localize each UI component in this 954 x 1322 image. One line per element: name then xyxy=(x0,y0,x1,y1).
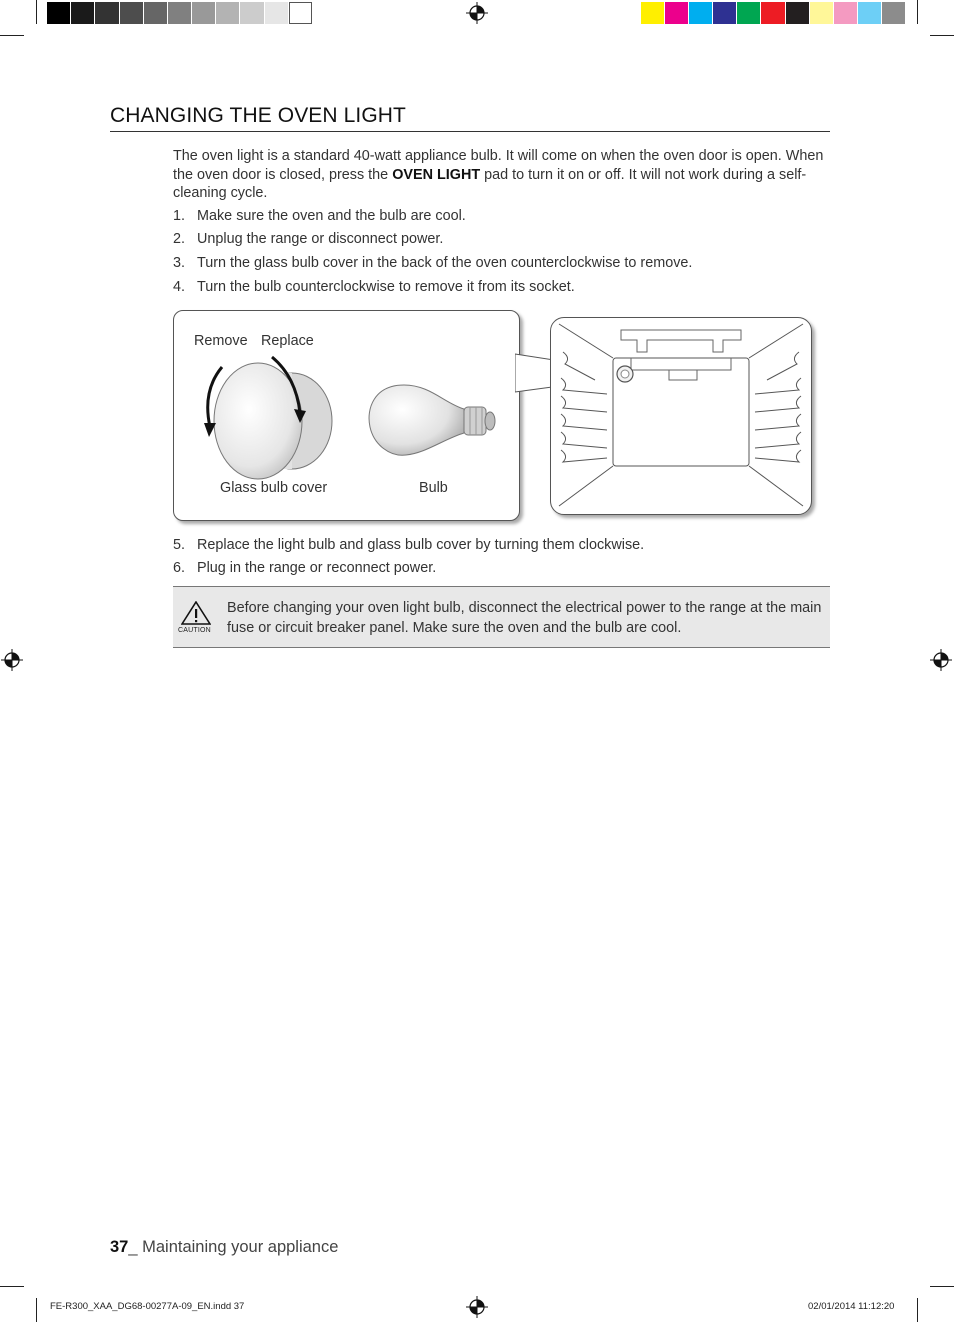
color-swatch xyxy=(95,2,118,24)
step-number: 6. xyxy=(173,560,186,576)
step-number: 4. xyxy=(173,279,186,295)
step-text: Unplug the range or disconnect power. xyxy=(197,231,444,247)
step-text: Make sure the oven and the bulb are cool. xyxy=(197,208,466,224)
color-swatch xyxy=(761,2,784,24)
slug-filename: FE-R300_XAA_DG68-00277A-09_EN.indd 37 xyxy=(50,1301,245,1312)
page-footer xyxy=(110,1238,338,1257)
remove-label: Remove xyxy=(194,333,248,349)
color-swatch xyxy=(665,2,688,24)
step-number: 3. xyxy=(173,255,186,271)
step-text: Plug in the range or reconnect power. xyxy=(197,560,437,576)
crop-mark xyxy=(917,1298,918,1322)
color-swatch xyxy=(71,2,94,24)
list-item xyxy=(173,537,644,553)
oven-interior-icon xyxy=(551,318,811,514)
light-bulb-icon xyxy=(364,379,504,469)
color-swatch xyxy=(289,2,312,24)
glass-bulb-cover-icon xyxy=(200,351,340,481)
intro-bold-term: OVEN LIGHT xyxy=(392,166,481,183)
warning-triangle-icon xyxy=(181,601,211,625)
color-swatch xyxy=(737,2,760,24)
section-title: CHANGING THE OVEN LIGHT xyxy=(110,104,406,127)
list-item xyxy=(173,560,436,576)
intro-text-end: pad to turn it on or off. It will not work during a self-cleaning cycle. xyxy=(173,166,807,201)
crop-mark xyxy=(917,0,918,24)
oven-interior-panel xyxy=(550,317,812,515)
color-swatch xyxy=(834,2,857,24)
step-number: 2. xyxy=(173,231,186,247)
color-calibration-bar xyxy=(641,2,906,24)
footer-section-name: _ Maintaining your appliance xyxy=(128,1238,339,1256)
color-swatch xyxy=(144,2,167,24)
step-text: Turn the glass bulb cover in the back of the oven counterclockwise to remove. xyxy=(197,255,693,271)
intro-text-start: The oven light is a standard 40-watt appliance bulb. It will come on when the oven door is open. When the oven door is closed, press the xyxy=(173,148,824,183)
list-item xyxy=(173,231,443,247)
color-swatch xyxy=(120,2,143,24)
registration-mark-icon xyxy=(1,649,23,671)
replace-label: Replace xyxy=(261,333,314,349)
color-swatch xyxy=(882,2,905,24)
crop-mark xyxy=(0,35,24,36)
title-underline xyxy=(110,131,830,132)
intro-paragraph xyxy=(173,147,833,203)
color-swatch xyxy=(713,2,736,24)
color-swatch xyxy=(168,2,191,24)
step-number: 1. xyxy=(173,208,186,224)
color-swatch xyxy=(265,2,288,24)
registration-mark-icon xyxy=(466,2,488,24)
slug-datetime: 02/01/2014 11:12:20 xyxy=(808,1301,895,1312)
color-swatch xyxy=(810,2,833,24)
step-text: Replace the light bulb and glass bulb cover by turning them clockwise. xyxy=(197,537,645,553)
step-text: Turn the bulb counterclockwise to remove it from its socket. xyxy=(197,279,575,295)
step-number: 5. xyxy=(173,537,186,553)
color-swatch xyxy=(47,2,70,24)
color-swatch xyxy=(858,2,881,24)
color-swatch xyxy=(192,2,215,24)
color-swatch xyxy=(786,2,809,24)
glass-bulb-cover-label: Glass bulb cover xyxy=(220,480,328,496)
crop-mark xyxy=(930,35,954,36)
color-swatch xyxy=(216,2,239,24)
caution-label: CAUTION xyxy=(178,627,211,634)
crop-mark xyxy=(36,1298,37,1322)
registration-mark-icon xyxy=(466,1296,488,1318)
bulb-figure-panel xyxy=(173,310,520,521)
color-swatch xyxy=(240,2,263,24)
list-item xyxy=(173,208,466,224)
bulb-label: Bulb xyxy=(419,480,448,496)
crop-mark xyxy=(0,1286,24,1287)
registration-mark-icon xyxy=(930,649,952,671)
caution-box xyxy=(173,586,830,648)
crop-mark xyxy=(930,1286,954,1287)
color-swatch xyxy=(641,2,664,24)
list-item xyxy=(173,279,575,295)
color-swatch xyxy=(689,2,712,24)
caution-text: Before changing your oven light bulb, disconnect the electrical power to the range at the main fuse or circuit breaker panel. Make sure the oven and the bulb are cool. xyxy=(227,600,822,636)
page-number: 37 xyxy=(110,1238,129,1256)
list-item xyxy=(173,255,692,271)
crop-mark xyxy=(36,0,37,24)
gray-calibration-bar xyxy=(47,2,313,24)
